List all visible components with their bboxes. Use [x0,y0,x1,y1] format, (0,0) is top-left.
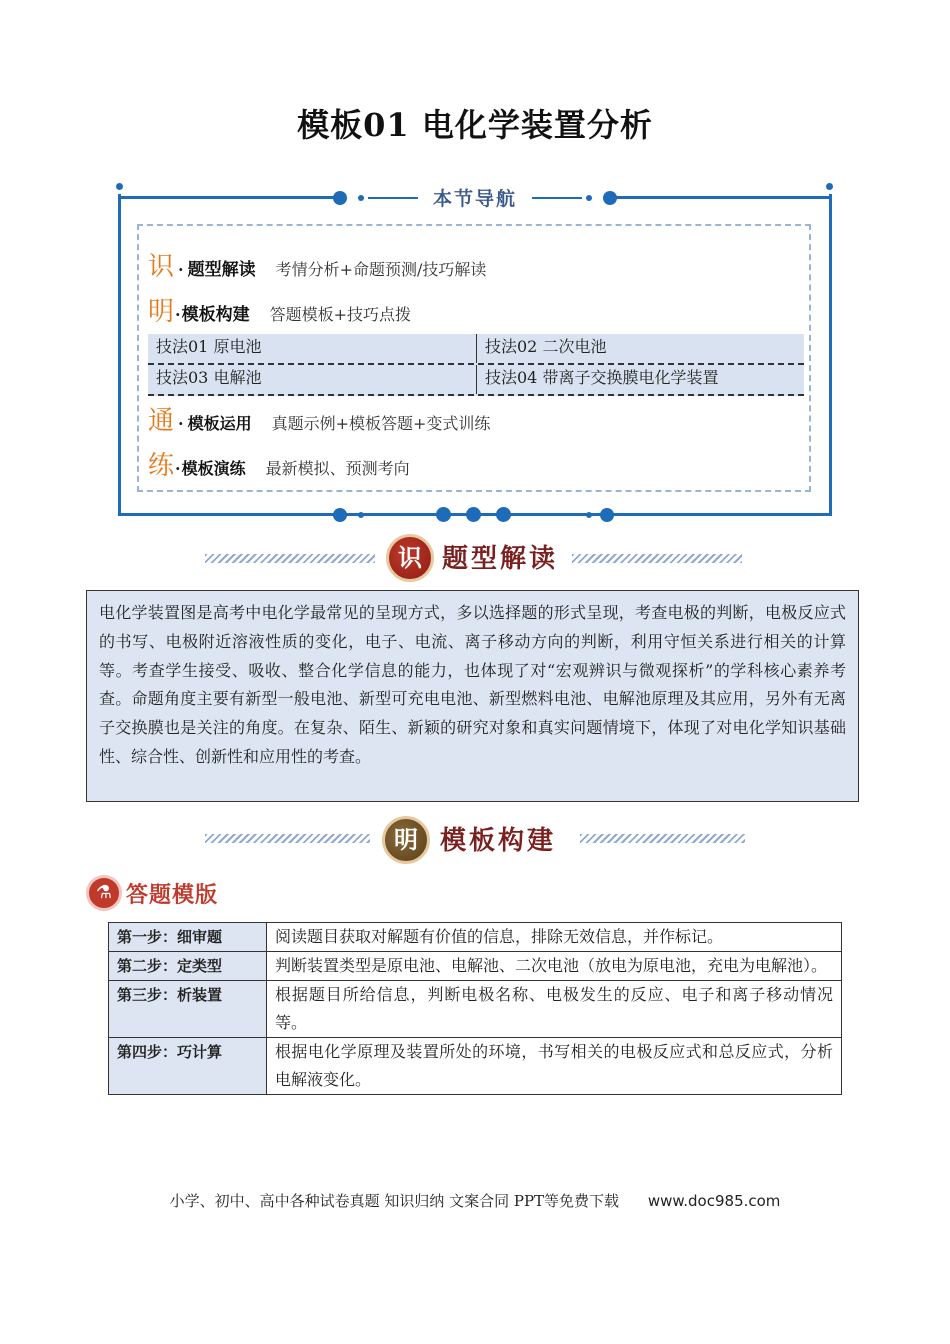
section-banner-identify [0,528,950,588]
corner-dot-icon [826,183,833,190]
technique-table [148,334,804,396]
nav-label: 题型解读 [187,260,256,280]
dot-icon [600,508,614,522]
intro-paragraph: 电化学装置图是高考中电化学最常见的呈现方式，多以选择题的形式呈现，考查电极的判断，电极反应式的书写、电极附近溶液性质的变化，电子、电流、离子移动方向的判断，利用守恒关系进行相关的计算等。考查学生接受、吸收、整合化学信息的能力，也体现了对“宏观辨识与微观探析”的学科核心素养考查。命题角度主要有新型一般电池、新型可充电电池、新型燃料电池、电解池原理及其应用，另外有无离子交换膜也是关注的角度。在复杂、陌生、新颖的研究对象和真实问题情境下，体现了对电化学知识基础性、综合性、创新性和应用性的考查。 [86,590,859,802]
seal-icon: 识 [386,534,434,582]
section-title: 题型解读 [442,544,559,574]
seal-icon: 明 [382,816,430,864]
dot-icon [333,508,347,522]
nav-desc: 考情分析+命题预测/技巧解读 [275,260,487,279]
nav-char: 练 [148,451,175,481]
dot-icon [358,195,364,201]
dot-icon [586,195,592,201]
technique-row [148,334,804,365]
step-value: 根据电化学原理及装置所处的环境，书写相关的电极反应式和总反应式，分析电解液变化。 [267,1038,842,1095]
steps-table [108,922,842,1095]
nav-char: 识 [148,252,175,282]
dot-icon [436,507,451,522]
step-value: 阅读题目获取对解题有价值的信息，排除无效信息，并作标记。 [267,923,842,952]
dot-icon [358,512,364,518]
nav-label: 模板构建 [181,305,250,325]
page-title: 模板01 电化学装置分析 [297,106,653,144]
dot-icon [496,507,511,522]
flask-icon: ⚗ [86,875,122,911]
table-row [109,952,842,981]
corner-dot-icon [116,183,123,190]
table-row [109,1038,842,1095]
table-row [109,923,842,952]
technique-item: 技法04 带离子交换膜电化学装置 [476,365,804,394]
nav-desc: 最新模拟、预测考向 [265,459,410,478]
nav-desc: 真题示例+模板答题+变式训练 [271,414,491,433]
step-key: 第三步：析装置 [109,981,267,1038]
nav-char: 明 [148,297,175,327]
nav-row-practice: 练 · 模板演练 最新模拟、预测考向 [148,445,410,482]
table-row [109,981,842,1038]
footer-url[interactable]: www.doc985.com [647,1192,781,1210]
step-key: 第二步：定类型 [109,952,267,981]
step-value: 判断装置类型是原电池、电解池、二次电池（放电为原电池，充电为电解池）。 [267,952,842,981]
dot-icon [333,191,347,205]
template-tag [86,874,218,912]
nav-row-apply: 通 · 模板运用 真题示例+模板答题+变式训练 [148,400,490,437]
dot-icon [586,512,592,518]
nav-char: 通 [148,406,175,436]
technique-item: 技法03 电解池 [156,368,262,387]
technique-row [148,365,804,396]
nav-frame-top-left [118,196,338,199]
nav-desc: 答题模板+技巧点拨 [269,305,412,324]
step-value: 根据题目所给信息，判断电极名称、电极发生的反应、电子和离子移动情况等。 [267,981,842,1038]
step-key: 第一步：细审题 [109,923,267,952]
section-title: 模板构建 [440,826,557,856]
dot-icon [603,191,617,205]
technique-item: 技法01 原电池 [156,337,262,356]
technique-item: 技法02 二次电池 [476,334,804,363]
footer-text: 小学、初中、高中各种试卷真题 知识归纳 文案合同 PPT等免费下载 [169,1192,620,1210]
step-key: 第四步：巧计算 [109,1038,267,1095]
dot-icon [466,507,481,522]
nav-row-understand: 明 · 模板构建 答题模板+技巧点拨 [148,291,411,328]
section-banner-build [0,808,950,868]
nav-row-identify: 识 · 题型解读 考情分析+命题预测/技巧解读 [148,246,486,283]
template-tag-label: 答题模版 [126,882,219,908]
footer [0,1190,950,1211]
nav-label: 模板运用 [187,414,252,433]
nav-frame-top-right [612,196,832,199]
nav-label: 模板演练 [181,459,246,478]
nav-heading: 本节导航 [432,188,517,210]
